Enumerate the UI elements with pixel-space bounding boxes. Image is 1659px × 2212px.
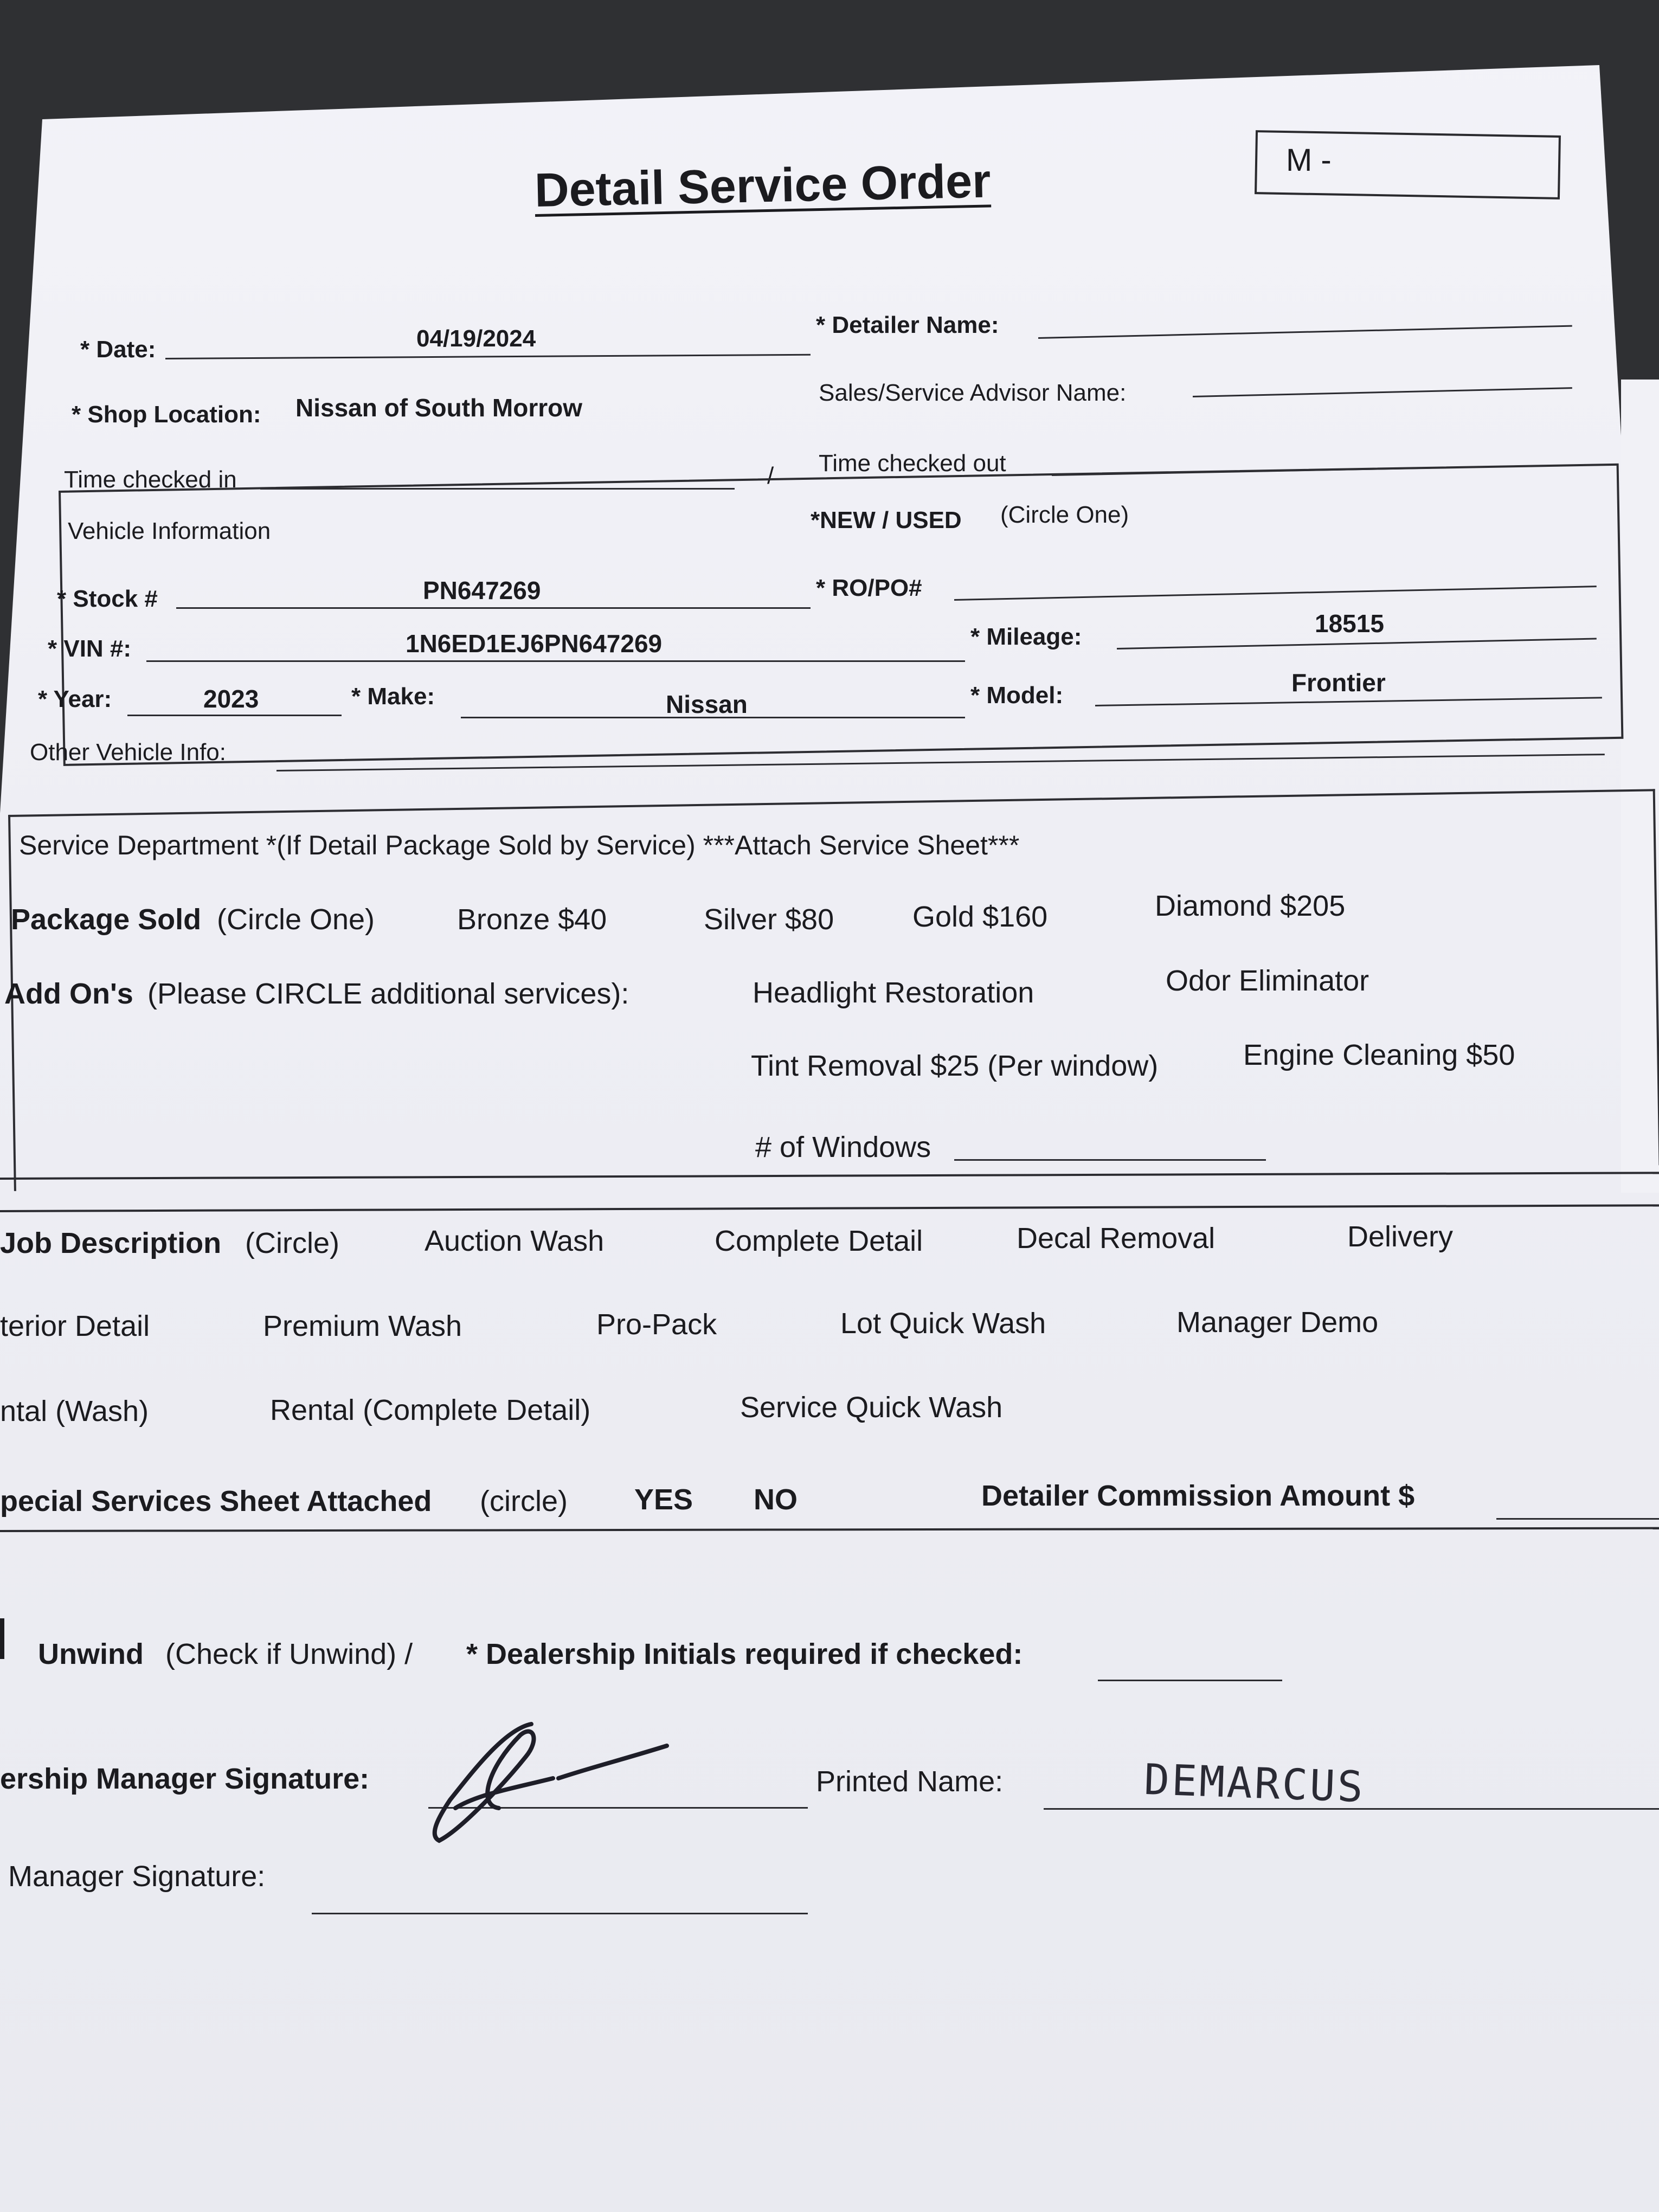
job-delivery[interactable]: Delivery bbox=[1347, 1220, 1454, 1253]
vin-line bbox=[146, 660, 965, 662]
mileage-label: * Mileage: bbox=[970, 623, 1082, 650]
commission-line[interactable] bbox=[1496, 1518, 1659, 1520]
unwind-note: (Check if Unwind) / bbox=[165, 1638, 413, 1670]
job-complete-detail[interactable]: Complete Detail bbox=[715, 1225, 923, 1257]
job-decal-removal[interactable]: Decal Removal bbox=[1017, 1222, 1216, 1255]
unwind-label: Unwind bbox=[38, 1638, 144, 1670]
shop-location-label: * Shop Location: bbox=[72, 401, 261, 428]
form-title: Detail Service Order bbox=[534, 153, 992, 217]
package-sold-label: Package Sold bbox=[11, 903, 202, 936]
job-pro-pack[interactable]: Pro-Pack bbox=[596, 1308, 717, 1341]
windows-count-line[interactable] bbox=[954, 1159, 1266, 1161]
package-bronze[interactable]: Bronze $40 bbox=[457, 903, 607, 936]
addon-engine-cleaning[interactable]: Engine Cleaning $50 bbox=[1243, 1039, 1515, 1071]
manager-signature-line[interactable] bbox=[312, 1913, 808, 1914]
special-services-no[interactable]: NO bbox=[754, 1483, 798, 1516]
form-number-label: M - bbox=[1286, 143, 1332, 178]
addon-odor-eliminator[interactable]: Odor Eliminator bbox=[1166, 964, 1369, 997]
year-value[interactable]: 2023 bbox=[203, 685, 259, 713]
model-value[interactable]: Frontier bbox=[1291, 668, 1386, 697]
detailer-name-label: * Detailer Name: bbox=[816, 312, 999, 338]
year-label: * Year: bbox=[38, 686, 112, 712]
special-services-note: (circle) bbox=[480, 1485, 568, 1517]
addon-headlight-restoration[interactable]: Headlight Restoration bbox=[753, 976, 1034, 1009]
vin-value[interactable]: 1N6ED1EJ6PN647269 bbox=[406, 629, 663, 658]
package-silver[interactable]: Silver $80 bbox=[704, 903, 834, 936]
date-label: * Date: bbox=[80, 336, 156, 363]
year-line bbox=[127, 715, 342, 716]
time-out-label: Time checked out bbox=[819, 450, 1006, 477]
job-manager-demo[interactable]: Manager Demo bbox=[1176, 1306, 1379, 1339]
stock-line bbox=[176, 607, 811, 609]
windows-count-label: # of Windows bbox=[755, 1131, 931, 1163]
new-used-note: (Circle One) bbox=[1000, 501, 1129, 528]
job-service-quick-wash[interactable]: Service Quick Wash bbox=[740, 1391, 1003, 1424]
dealership-initials-label: * Dealership Initials required if checked: bbox=[466, 1638, 1023, 1670]
package-sold-note: (Circle One) bbox=[217, 903, 375, 936]
vehicle-info-label: Vehicle Information bbox=[68, 518, 271, 544]
make-label: * Make: bbox=[351, 683, 435, 710]
ro-po-label: * RO/PO# bbox=[816, 575, 922, 601]
printed-name-value[interactable]: DEMARCUS bbox=[1143, 1755, 1366, 1812]
other-vehicle-info-label: Other Vehicle Info: bbox=[30, 739, 226, 766]
shop-location-value[interactable]: Nissan of South Morrow bbox=[295, 394, 582, 422]
make-value[interactable]: Nissan bbox=[666, 690, 748, 718]
job-auction-wash[interactable]: Auction Wash bbox=[425, 1225, 605, 1257]
special-services-yes[interactable]: YES bbox=[634, 1483, 693, 1516]
stock-value[interactable]: PN647269 bbox=[423, 576, 541, 605]
mileage-value[interactable]: 18515 bbox=[1315, 609, 1384, 638]
special-services-label: pecial Services Sheet Attached bbox=[0, 1485, 432, 1517]
new-used-label[interactable]: *NEW / USED bbox=[811, 507, 962, 533]
manager-signature-scribble bbox=[417, 1713, 678, 1854]
package-diamond[interactable]: Diamond $205 bbox=[1155, 890, 1346, 922]
date-value[interactable]: 04/19/2024 bbox=[416, 325, 536, 352]
add-ons-note: (Please CIRCLE additional services): bbox=[147, 978, 629, 1010]
dealership-initials-line[interactable] bbox=[1098, 1680, 1282, 1681]
stock-label: * Stock # bbox=[57, 586, 158, 612]
model-label: * Model: bbox=[970, 682, 1064, 709]
job-rental-complete-detail[interactable]: Rental (Complete Detail) bbox=[270, 1394, 591, 1426]
advisor-name-label: Sales/Service Advisor Name: bbox=[819, 380, 1127, 406]
time-slash: / bbox=[767, 462, 774, 489]
job-premium-wash[interactable]: Premium Wash bbox=[263, 1310, 462, 1342]
printed-name-label: Printed Name: bbox=[816, 1765, 1004, 1798]
job-lot-quick-wash[interactable]: Lot Quick Wash bbox=[840, 1307, 1046, 1340]
job-rental-wash[interactable]: ntal (Wash) bbox=[0, 1395, 149, 1427]
package-gold[interactable]: Gold $160 bbox=[912, 901, 1048, 933]
job-interior-detail[interactable]: terior Detail bbox=[0, 1310, 150, 1342]
service-department-heading: Service Department *(If Detail Package Sold by Service) ***Attach Service Sheet*** bbox=[19, 830, 1020, 860]
vin-label: * VIN #: bbox=[48, 635, 132, 662]
time-in-label: Time checked in bbox=[64, 466, 237, 493]
commission-label: Detailer Commission Amount $ bbox=[981, 1480, 1415, 1512]
addon-tint-removal[interactable]: Tint Removal $25 (Per window) bbox=[751, 1050, 1159, 1082]
add-ons-label: Add On's bbox=[4, 978, 133, 1010]
job-description-label: Job Description bbox=[0, 1227, 222, 1259]
manager-signature-label: Manager Signature: bbox=[8, 1860, 266, 1893]
job-description-note: (Circle) bbox=[245, 1227, 339, 1259]
dealership-manager-signature-label: ership Manager Signature: bbox=[0, 1763, 370, 1795]
unwind-checkbox[interactable] bbox=[0, 1618, 4, 1659]
